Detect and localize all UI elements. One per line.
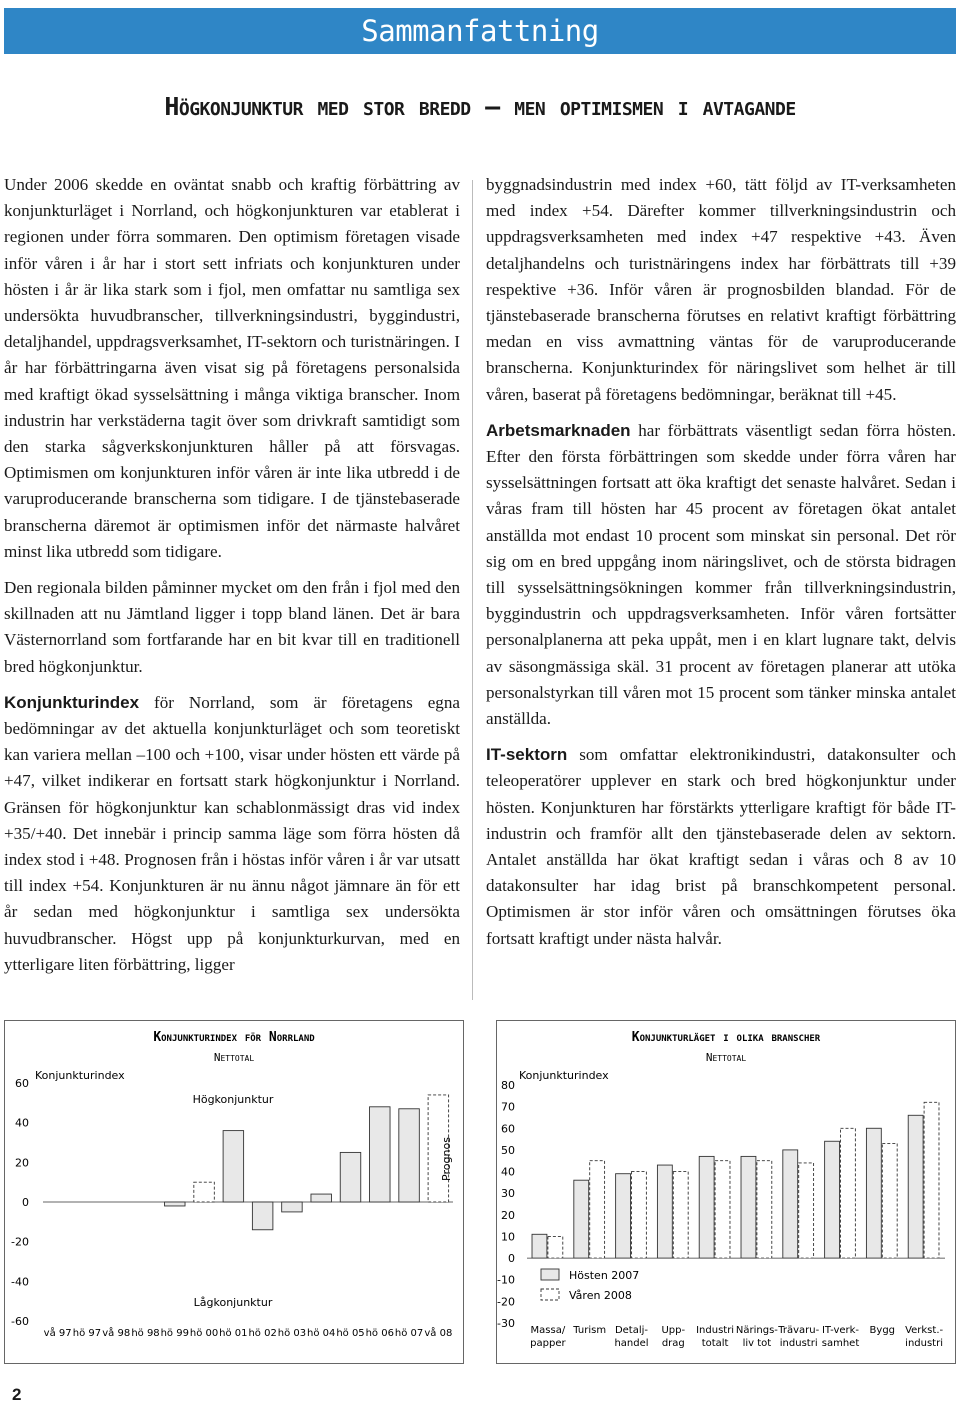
left-column [4,172,460,988]
x-tick-label: hö 04 [307,1328,336,1339]
chart-title: Konjunkturindex för Norrland [153,1030,315,1045]
chart-konjunkturlaget-branscher [496,1020,956,1364]
chart-subtitle: Nettotal [213,1051,255,1064]
x-tick-label: vå 97 [43,1328,72,1339]
y-tick-label: 60 [15,1077,29,1090]
paragraph-body: som omfattar elektronikindustri, datakonsulter och teleoperatörer upplever en stark och bred högkonjunktur under hösten. Konjunkturen har förstärkts ytterligare kraftigt för både IT-industrin och framför allt den tjänstebaserade delen av sektorn. Antalet anställda har ökat kraftigt sedan i våras och 8 av 10 datakonsulter har idag brist på branschkompetent personal. Optimismen är stor inför våren och omsättningen förutses öka fortsatt kraftigt under nästa halvår. [486,745,956,948]
y-tick-label: -20 [11,1235,29,1249]
column-divider [472,180,473,1000]
y-tick-label: 10 [501,1230,515,1244]
paragraph-body: har förbättrats väsentligt sedan förra hösten. Efter den första förbättringen som skedde under förra våren har sysselsättningen fortsatt att öka kraftigt det senaste halvåret. Sedan i våras fram till hösten har 45 procent av företagen ökat antalet anställda mot endast 10 procent som minskat sin personal. Det rör sig om en bred uppgång inom näringslivet, och de största bidragen till sysselsättningsökningen kommer från tillverkningsindustrin, byggindustrin och uppdragsverksamheten. Inför våren fortsätter personalplanerna att peka uppåt, men i en klart lugnare takt, delvis av säsongmässiga skäl. 31 procent av företagen planerar att utöka personalstyrkan till våren mot 15 procent som tänker minska antalet anställda. [486,420,956,729]
bar [882,1143,897,1258]
chart-2-svg [497,1021,955,1363]
paragraph [4,690,460,978]
x-tick-label: hö 03 [277,1328,307,1339]
x-tick-label: Verkst.- [905,1325,944,1336]
lead-term: IT-sektorn [486,745,568,765]
page-number: 2 [12,1385,22,1404]
y-tick-label: 20 [15,1156,29,1170]
y-axis-label: Konjunkturindex [519,1069,609,1082]
y-tick-label: 0 [22,1196,29,1209]
chart-1-svg [5,1021,463,1363]
x-tick-label: Detalj- [614,1325,649,1336]
y-tick-label: -40 [11,1275,29,1289]
legend-swatch [541,1269,559,1280]
x-tick-label: Massa/ [530,1325,566,1336]
x-tick-label: hö 00 [189,1328,219,1339]
bar [715,1161,730,1258]
y-tick-label: 70 [501,1100,515,1114]
legend-label: Hösten 2007 [569,1269,640,1282]
x-tick-label: hö 06 [365,1328,394,1339]
x-tick-label: industri [779,1338,818,1349]
x-tick-label: papper [530,1338,566,1349]
bar [194,1182,215,1202]
x-tick-label: industri [905,1338,944,1349]
paragraph [486,418,956,732]
y-tick-label: -10 [497,1273,515,1287]
y-axis-label: Konjunkturindex [35,1069,125,1082]
x-tick-label: vå 98 [102,1328,131,1339]
annotation-lower: Lågkonjunktur [193,1296,273,1309]
bar [866,1128,881,1258]
bar [657,1165,672,1258]
x-tick-label: vå 08 [424,1328,453,1339]
y-tick-label: 80 [501,1079,515,1092]
annotation-upper: Högkonjunktur [192,1093,274,1106]
bar [252,1202,273,1230]
x-tick-label: totalt [701,1338,729,1349]
paragraph: byggnadsindustrin med index +60, tätt följd av IT-verksamheten med index +54. Därefter kommer tillverkningsindustrin och uppdragsverksamheten med index +47 respektive +43. Även detaljhandelns och turistnäringens index har förbättrats till +39 respektive +36. Inför våren är prognosbilden blandad. För de tjänstebaserade branscherna förutses en relativt kraftigt förbättring medan en viss avmattning väntas för de varuproducerande branscherna. Konjunkturindex för näringslivet som helhet är till våren, baserat på företagens bedömningar, beräknat till +45. [486,175,956,404]
x-tick-label: Turism [573,1325,607,1336]
bar [924,1102,939,1258]
bar [783,1150,798,1258]
paragraph: Den regionala bilden påminner mycket om den från i fjol med den skillnaden att nu Jämtland ligger i topp bland länen. Det är bara Västernorrland som fortfarande har en bit kvar till en traditionell bred högkonjunktur. [4,578,460,676]
right-column [486,172,956,962]
bar [370,1107,391,1202]
bar [311,1194,332,1202]
x-tick-label: hö 97 [72,1328,102,1339]
annotation-forecast: Prognos [440,1137,453,1181]
bar [908,1115,923,1258]
y-tick-label: 50 [501,1143,515,1157]
bar [616,1174,631,1258]
x-tick-label: handel [614,1338,649,1349]
y-tick-label: -30 [497,1317,515,1330]
chart-title: Konjunkturläget i olika branscher [631,1030,821,1045]
chart-subtitle: Nettotal [705,1051,747,1064]
chart-konjunkturindex-norrland [4,1020,464,1364]
lead-term: Arbetsmarknaden [486,420,631,440]
x-tick-label: Bygg [869,1325,896,1336]
legend-label: Våren 2008 [569,1289,632,1302]
x-tick-label: hö 98 [131,1328,160,1339]
bar [340,1152,361,1202]
paragraph: Under 2006 skedde en oväntat snabb och kraftig förbättring av konjunkturläget i Norrland, och högkonjunkturen var etablerat i regionen under förra sommaren. Den optimism företagen visade inför våren i år har i stort sett infriats och konjunkturen under hösten i år är lika stark som i fjol, men omfattar nu samtliga sex undersökta huvudbranscher, tillverkningsindustri, byggindustri, detaljhandel, uppdragsverksamhet, IT-sektorn och turistnäringen. I år har förbättringarna även visat sig på företagens personalsida med kraftigt ökad sysselsättning i många viktiga branscher. Inom industrin har verkstäderna tagit över som drivkraft samtidigt som den starka sågverkskonjunkturen håller på att försvagas. Optimismen om konjunkturen inför våren är inte lika utbredd i de varuproducerande branscherna som tidigare. I de tjänstebaserade branscherna däremot är optimismen inför det närmaste halvåret minst lika utbredd som tidigare. [4,175,460,561]
y-tick-label: -60 [11,1315,29,1328]
lead-term: Konjunkturindex [4,692,140,712]
bar [548,1236,563,1258]
y-tick-label: 40 [15,1116,29,1130]
bar [165,1202,186,1206]
y-tick-label: 30 [501,1187,515,1201]
x-tick-label: hö 02 [248,1328,277,1339]
bar [799,1163,814,1258]
bar [282,1202,303,1212]
bar [574,1180,589,1258]
bar [841,1128,856,1258]
y-tick-label: 20 [501,1208,515,1222]
bar [399,1109,420,1202]
x-tick-label: hö 07 [394,1328,424,1339]
bar [825,1141,840,1258]
x-tick-label: Närings- [735,1325,778,1336]
bar [757,1161,772,1258]
legend-swatch [541,1289,559,1300]
x-tick-label: liv tot [742,1338,772,1349]
x-tick-label: hö 01 [219,1328,248,1339]
bar [699,1156,714,1258]
paragraph [486,742,956,952]
x-tick-label: Industri [696,1325,735,1336]
x-tick-label: drag [661,1338,685,1349]
bar [741,1156,756,1258]
x-tick-label: samhet [821,1338,860,1349]
y-tick-label: -20 [497,1295,515,1309]
paragraph-body: för Norrland, som är företagens egna bedömningar av det aktuella konjunkturläget och som teoretiskt kan variera mellan –100 och +100, visar under hösten ett värde på +47, vilket indikerar en fortsatt stark högkonjunktur i Norrland. Gränsen för högkonjunktur kan schablonmässigt dras vid index +35/+40. Det innebär i princip samma läge som förra hösten då index stod i +48. Prognosen från i höstas inför våren i år var utsatt till index +54. Konjunkturen är nu ännu något jämnare än för ett år sedan med högkonjunktur i samtliga sex undersökta huvudbranscher. Högst upp på konjunkturkurvan, med en ytterligare liten förbättring, ligger [4,692,460,974]
bar [532,1234,547,1258]
bar [590,1161,605,1258]
bar [632,1172,647,1259]
y-tick-label: 0 [508,1252,515,1266]
x-tick-label: hö 05 [336,1328,365,1339]
x-tick-label: IT-verk- [821,1325,860,1336]
x-tick-label: Trävaru- [778,1325,820,1336]
y-tick-label: 40 [501,1165,515,1179]
page-headline: Högkonjunktur med stor bredd – men optimismen i avtagande [164,92,796,121]
section-banner: Sammanfattning [4,8,956,54]
bar [673,1172,688,1259]
y-tick-label: 60 [501,1122,515,1136]
bar [223,1131,244,1202]
x-tick-label: hö 99 [160,1328,189,1339]
x-tick-label: Upp- [661,1325,686,1336]
